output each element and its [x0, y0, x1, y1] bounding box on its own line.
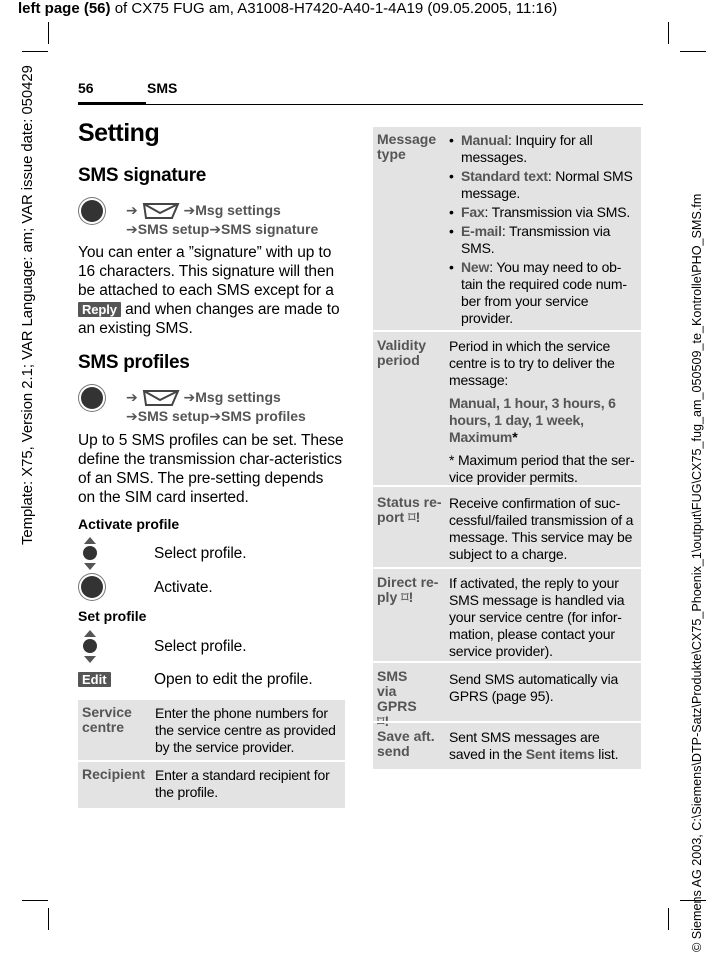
joystick-icon: [81, 387, 103, 409]
joystick-icon: [81, 200, 103, 222]
profiles-heading: SMS profiles: [78, 352, 190, 373]
table-row: Message type • Manual: Inquiry for all messages. • Standard text: Normal SMS message. • Fax: Transmission via SMS. • E-mail: Transmission via SMS. • New: You may need to ob-tain the required code num-ber from your service provider.: [373, 127, 641, 330]
table-row: SMS via GPRS ⌑! Send SMS automatically via GPRS (page 95).: [373, 661, 641, 723]
arrow-icon: ➔: [126, 221, 138, 238]
print-header: left page (56) of CX75 FUG am, A31008-H7420-A40-1-4A19 (09.05.2005, 11:16): [18, 0, 558, 17]
select-profile-text: Select profile.: [154, 638, 247, 655]
network-service-icon: ⌑!: [408, 509, 421, 525]
select-profile-text: Select profile.: [154, 545, 247, 562]
reply-softkey: Reply: [78, 302, 121, 317]
table-row: Service centre Enter the phone numbers for the service centre as provided by the service provider.: [82, 704, 336, 755]
arrow-icon: ➔: [183, 389, 196, 405]
crop-mark: [668, 908, 669, 930]
crop-mark: [48, 22, 49, 44]
table-row: Validity period Period in which the service centre is to try to deliver the message: Manual, 1 hour, 3 hours, 6 hours, 1 day, 1 week, Maximum* * Maximum period that the ser-vice provider permits.: [373, 330, 641, 487]
list-item: • New: You may need to ob-tain the required code num-ber from your service provider.: [449, 259, 637, 327]
table-row: Status re-port ⌑! Receive confirmation of suc-cessful/failed transmission of a message. This service may be subject to a charge.: [373, 485, 641, 569]
signature-description: You can enter a ”signature” with up to 16 characters. This signature will then be attached to each SMS except for a Reply and when changes are made to an existing SMS.: [78, 244, 340, 337]
list-item: • Fax: Transmission via SMS.: [449, 204, 637, 221]
divider: [78, 102, 146, 105]
envelope-icon: [142, 202, 180, 220]
page-title: Setting: [78, 119, 160, 147]
envelope-icon: [142, 389, 180, 407]
list-item: • Standard text: Normal SMS message.: [449, 168, 637, 202]
table-row: Recipient Enter a standard recipient for the profile.: [78, 760, 345, 808]
joystick-icon: [81, 576, 103, 598]
divider: [146, 104, 643, 105]
joystick-updown-icon: [80, 630, 100, 664]
signature-heading: SMS signature: [78, 165, 207, 186]
table-row: Save aft. send Sent SMS messages are saved in the Sent items list.: [373, 721, 641, 771]
message-settings-table: [373, 127, 641, 769]
profiles-menu-path: ➔ ➔Msg settings ➔SMS setup➔SMS profiles: [126, 389, 306, 425]
message-type-list: [449, 132, 637, 327]
activate-profile-heading: Activate profile: [78, 516, 180, 532]
section-title: SMS: [147, 80, 178, 96]
arrow-icon: ➔: [209, 408, 222, 425]
signature-menu-path: ➔ ➔Msg settings ➔SMS setup➔SMS signature: [126, 202, 319, 238]
arrow-icon: ➔: [209, 221, 222, 238]
arrow-icon: ➔: [126, 202, 138, 218]
profiles-description: Up to 5 SMS profiles can be set. These define the transmission char-acteristics of an SMS. The pre-setting depends on the SIM card inserted.: [78, 432, 344, 506]
left-margin: Template: X75, Version 2.1; VAR Language: am; VAR issue date: 050429: [20, 65, 36, 545]
arrow-icon: ➔: [183, 202, 196, 218]
joystick-updown-icon: [80, 537, 100, 571]
arrow-icon: ➔: [126, 389, 138, 405]
activate-text: Activate.: [154, 579, 213, 596]
edit-text: Open to edit the profile.: [154, 671, 313, 688]
page-number: 56: [78, 80, 94, 96]
list-item: • Manual: Inquiry for all messages.: [449, 132, 637, 166]
crop-mark: [48, 908, 49, 930]
network-service-icon: ⌑!: [377, 713, 390, 729]
arrow-icon: ➔: [126, 408, 138, 425]
network-service-icon: ⌑!: [401, 589, 414, 605]
right-margin: © Siemens AG 2003, C:\Siemens\DTP-Satz\Produkte\CX75_Phoenix_1\output\FUG\CX75_fug_am_050509_te_Kontrolle\PHO_SMS.fm: [690, 193, 704, 952]
list-item: • E-mail: Transmission via SMS.: [449, 223, 637, 257]
crop-mark: [668, 22, 669, 44]
edit-softkey: Edit: [78, 671, 111, 689]
set-profile-heading: Set profile: [78, 608, 147, 624]
table-row: Direct re-ply ⌑! If activated, the reply to your SMS message is handled via your service centre (for infor-mation, please contact your service provider).: [373, 567, 641, 663]
profile-settings-table: [78, 700, 345, 808]
